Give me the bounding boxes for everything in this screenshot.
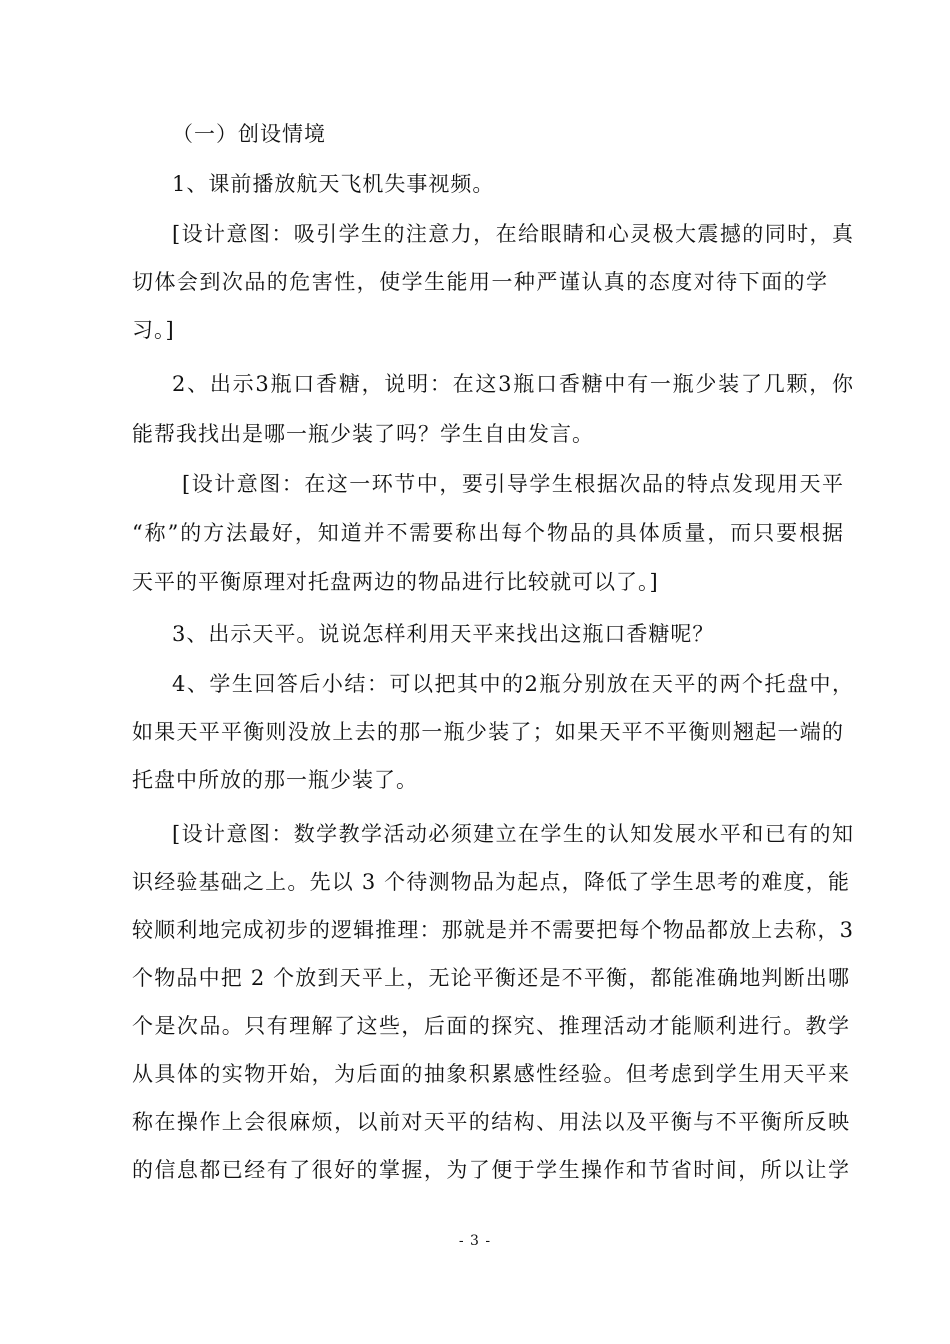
step-4-line-2: 如果天平平衡则没放上去的那一瓶少装了；如果天平不平衡则翘起一端的 — [132, 720, 844, 744]
step-2-line-2: 能帮我找出是哪一瓶少装了吗？学生自由发言。 — [132, 422, 594, 446]
design-intent-1-line-2: 切体会到次品的危害性，使学生能用一种严谨认真的态度对待下面的学 — [132, 270, 828, 294]
page-number: - 3 - — [458, 1233, 492, 1249]
design-intent-1-line-1: [设计意图：吸引学生的注意力，在给眼睛和心灵极大震撼的同时，真 — [172, 222, 854, 246]
design-intent-3-line-6: 从具体的实物开始，为后面的抽象积累感性经验。但考虑到学生用天平来 — [132, 1062, 850, 1086]
design-intent-2-line-2: “称”的方法最好，知道并不需要称出每个物品的具体质量，而只要根据 — [132, 521, 844, 545]
design-intent-3-line-1: [设计意图：数学教学活动必须建立在学生的认知发展水平和已有的知 — [172, 822, 854, 846]
design-intent-3-line-8: 的信息都已经有了很好的掌握，为了便于学生操作和节省时间，所以让学 — [132, 1158, 850, 1182]
design-intent-3-line-2: 识经验基础之上。先以 3 个待测物品为起点，降低了学生思考的难度，能 — [132, 870, 850, 894]
step-1-text: 1、课前播放航天飞机失事视频。 — [172, 172, 495, 196]
step-3-text: 3、出示天平。说说怎样利用天平来找出这瓶口香糖呢？ — [172, 622, 715, 646]
step-2-line-1: 2、出示3瓶口香糖，说明：在这3瓶口香糖中有一瓶少装了几颗，你 — [172, 372, 854, 396]
design-intent-1-line-3: 习。] — [132, 318, 175, 342]
design-intent-3-line-5: 个是次品。只有理解了这些，后面的探究、推理活动才能顺利进行。教学 — [132, 1014, 850, 1038]
design-intent-3-line-3: 较顺利地完成初步的逻辑推理：那就是并不需要把每个物品都放上去称，3 — [132, 918, 854, 942]
step-4-line-3: 托盘中所放的那一瓶少装了。 — [132, 768, 418, 792]
design-intent-2-line-3: 天平的平衡原理对托盘两边的物品进行比较就可以了。] — [132, 570, 659, 594]
design-intent-2-line-1: [设计意图：在这一环节中，要引导学生根据次品的特点发现用天平 — [182, 472, 844, 496]
design-intent-3-line-4: 个物品中把 2 个放到天平上，无论平衡还是不平衡，都能准确地判断出哪 — [132, 966, 850, 990]
step-4-line-1: 4、学生回答后小结：可以把其中的2瓶分别放在天平的两个托盘中， — [172, 672, 854, 696]
section-heading: （一）创设情境 — [172, 122, 326, 146]
design-intent-3-line-7: 称在操作上会很麻烦，以前对天平的结构、用法以及平衡与不平衡所反映 — [132, 1110, 850, 1134]
